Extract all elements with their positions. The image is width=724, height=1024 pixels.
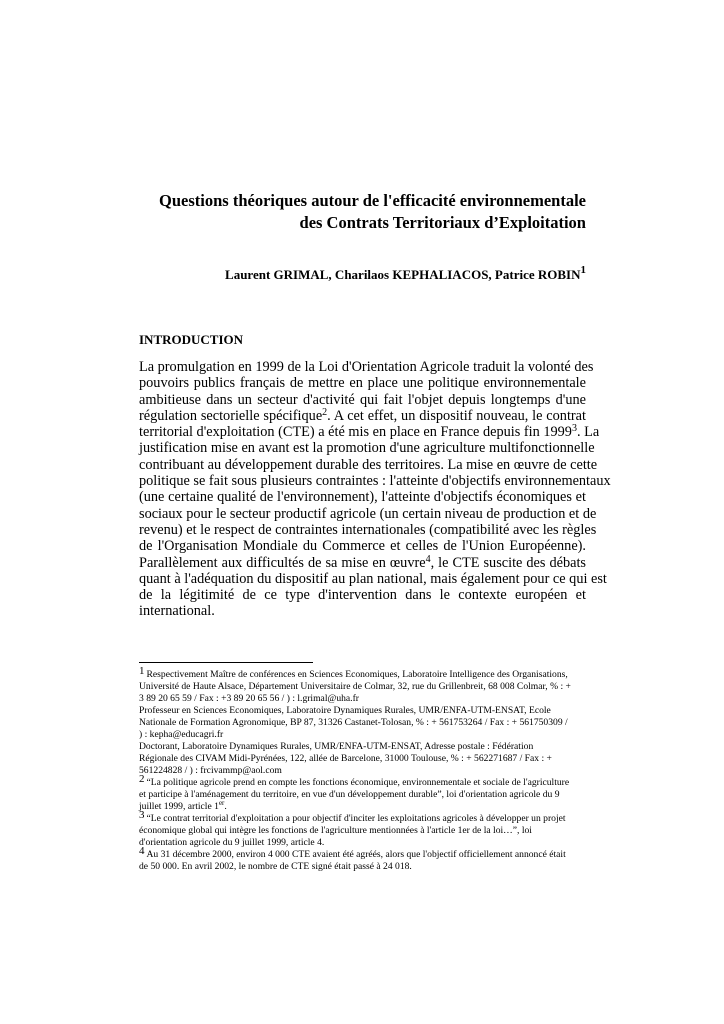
paragraph-line: quant à l'adéquation du dispositif au plan national, mais également pour ce qui est — [139, 570, 607, 587]
paragraph-line: ambitieuse dans un secteur d'activité qui fait l'objet depuis longtemps d'une — [139, 391, 586, 408]
paragraph-text: régulation sectorielle spécifique — [139, 407, 323, 424]
footnote-text: . — [224, 801, 227, 812]
paragraph-line: La promulgation en 1999 de la Loi d'Orientation Agricole traduit la volonté des — [139, 359, 594, 375]
footnote-line — [139, 773, 586, 789]
footnote-line: économique global qui intègre les fonctions de l'agriculture mentionnées à l'article 1er de la loi…”, loi — [139, 825, 532, 836]
paragraph-line: de la légitimité de ce type d'intervention dans le contexte européen et — [139, 587, 586, 604]
footnote-line: de 50 000. En avril 2002, le nombre de CTE signé était passé à 24 018. — [139, 861, 412, 872]
author-list — [139, 266, 586, 284]
paragraph-line — [139, 423, 600, 441]
footnote-1 — [139, 665, 586, 777]
paragraph-text: territorial d'exploitation (CTE) a été mis en place en France depuis fin 1999 — [139, 424, 572, 441]
footnote-ref-4[interactable]: 4 — [425, 553, 431, 565]
footnote-line: 561224828 / ) : frcivammp@aol.com — [139, 765, 282, 776]
paragraph-line: international. — [139, 603, 215, 620]
footnote-number: 1 — [139, 665, 145, 677]
paragraph-text: Parallèlement aux difficultés de sa mise en œuvre — [139, 554, 426, 571]
paragraph-line: politique se fait sous plusieurs contraintes : l'atteinte d'objectifs environnementaux — [139, 473, 611, 490]
footnote-4 — [139, 845, 586, 873]
footnote-line: Doctorant, Laboratoire Dynamiques Rurales, UMR/ENFA-UTM-ENSAT, Adresse postale : Fédération — [139, 741, 534, 752]
footnote-text: Respectivement Maître de conférences en Sciences Economiques, Laboratoire Intelligence des Organisations, — [146, 669, 568, 680]
footnote-line: Nationale de Formation Agronomique, BP 87, 31326 Castanet-Tolosan, % : + 561753264 / Fax : + 561750309 / — [139, 717, 568, 728]
paragraph-text: , le CTE suscite des débats — [430, 554, 586, 571]
footnote-line: d'orientation agricole du 9 juillet 1999, article 4. — [139, 837, 325, 848]
paragraph-line: pouvoirs publics français de mettre en place une politique environnementale — [139, 375, 586, 392]
footnote-text: “Le contrat territorial d'exploitation a pour objectif d'inciter les exploitations agricoles à développer un projet — [146, 813, 566, 824]
paragraph-text: . La — [576, 424, 600, 441]
footnote-number: 2 — [139, 773, 145, 785]
footnote-ref-2[interactable]: 2 — [322, 406, 328, 418]
footnote-line — [139, 665, 586, 681]
footnote-line: Régionale des CIVAM Midi-Pyrénées, 122, allée de Barcelone, 31000 Toulouse, % : + 562271687 / Fax : + — [139, 753, 552, 764]
footnotes — [139, 665, 586, 873]
author-footnote-ref[interactable]: 1 — [580, 264, 586, 276]
title-line-2: des Contrats Territoriaux d’Exploitation — [299, 213, 586, 232]
title-line-1: Questions théoriques autour de l'efficacité environnementale — [159, 191, 586, 210]
paragraph-line: (une certaine qualité de l'environnement), l'atteinte d'objectifs économiques et — [139, 489, 586, 506]
paragraph-line: sociaux pour le secteur productif agricole (un certain niveau de production et de — [139, 505, 597, 522]
paragraph-line — [139, 408, 586, 424]
footnote-line: 3 89 20 65 59 / Fax : +3 89 20 65 56 / ) : l.grimal@uha.fr — [139, 693, 359, 704]
section-heading-introduction: INTRODUCTION — [139, 332, 244, 347]
paragraph-line: de l'Organisation Mondiale du Commerce et celles de l'Union Européenne). — [139, 538, 586, 555]
footnote-text: Au 31 décembre 2000, environ 4 000 CTE avaient été agréés, alors que l'objectif officiellement annoncé était — [146, 849, 566, 860]
footnote-line — [139, 801, 586, 813]
footnote-superscript: er — [218, 799, 225, 807]
footnote-text: “La politique agricole prend en compte les fonctions économique, environnementale et sociale de l'agriculture — [146, 777, 570, 788]
footnote-number: 4 — [139, 845, 145, 857]
footnote-separator — [139, 662, 313, 663]
footnote-line: Professeur en Sciences Economiques, Laboratoire Dynamiques Rurales, UMR/ENFA-UTM-ENSAT, Ecole — [139, 705, 551, 716]
footnote-text: juillet 1999, article 1 — [139, 801, 219, 812]
author-names: Laurent GRIMAL, Charilaos KEPHALIACOS, Patrice ROBIN — [225, 267, 581, 282]
footnote-line: Université de Haute Alsace, Département Universitaire de Colmar, 32, rue du Grillenbreit, 68 008 Colmar, % : + — [139, 681, 571, 692]
introduction-paragraph — [139, 359, 611, 620]
footnote-number: 3 — [139, 809, 145, 821]
footnote-ref-3[interactable]: 3 — [571, 423, 577, 435]
footnote-line — [139, 845, 586, 861]
paragraph-text: . A cet effet, un dispositif nouveau, le contrat — [327, 407, 587, 424]
footnote-line: et participe à l'aménagement du territoire, en vue d'un développement durable”, loi d'orientation agricole du 9 — [139, 789, 560, 800]
paragraph-line: revenu) et le respect de contraintes internationales (compatibilité avec les règles — [139, 521, 597, 538]
paragraph-line: contribuant au développement durable des territoires. La mise en œuvre de cette — [139, 456, 598, 473]
paper-title — [139, 190, 586, 234]
footnote-line — [139, 809, 586, 825]
footnote-line: ) : kepha@educagri.fr — [139, 729, 224, 740]
footnote-2 — [139, 773, 586, 813]
footnote-3 — [139, 809, 586, 849]
paragraph-line: justification mise en avant est la promotion d'une agriculture multifonctionnelle — [139, 440, 595, 457]
paragraph-line — [139, 555, 586, 571]
